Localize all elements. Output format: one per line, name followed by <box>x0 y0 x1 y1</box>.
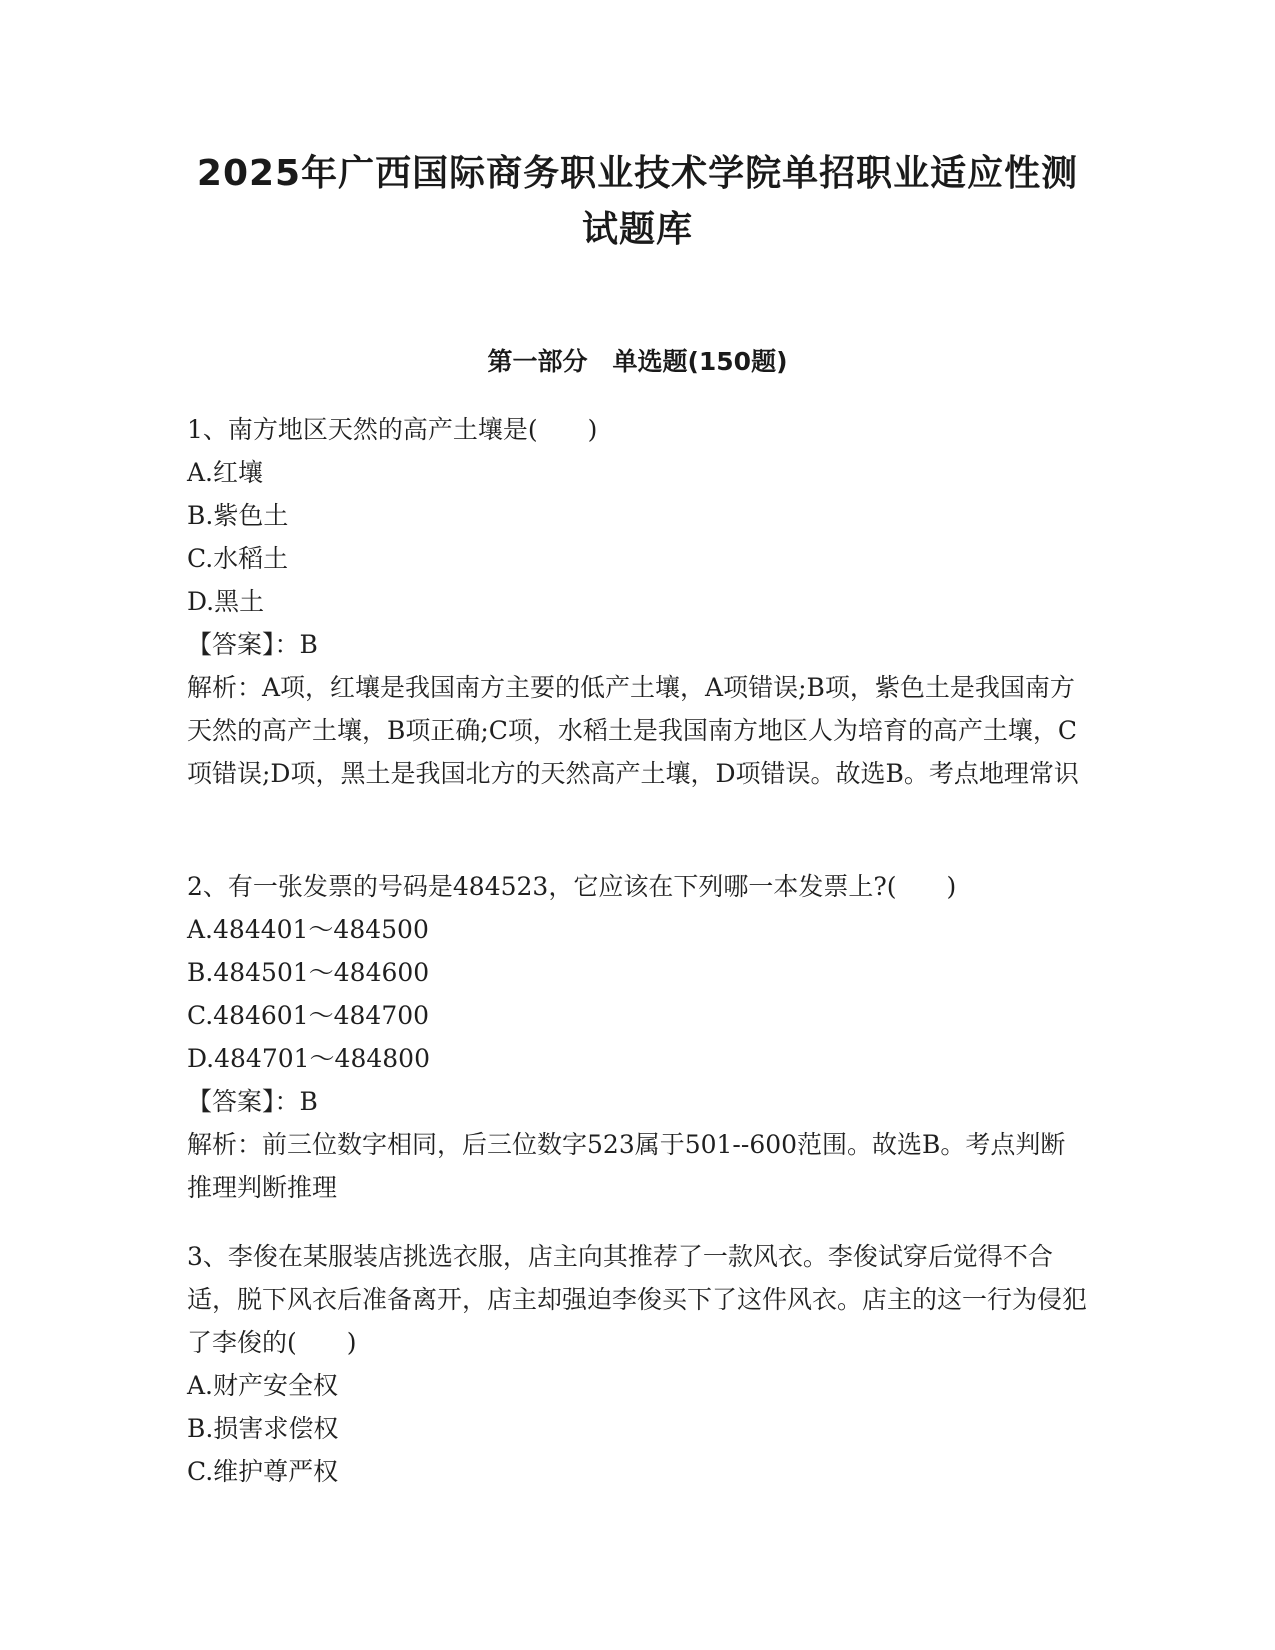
option-b: B.484501～484600 <box>187 958 430 987</box>
section-heading: 第一部分 单选题(150题) <box>487 347 788 376</box>
question-stem: 3、李俊在某服装店挑选衣服，店主向其推荐了一款风衣。李俊试穿后觉得不合适，脱下风衣后准备离开，店主却强迫李俊买下了这件风衣。店主的这一行为侵犯了李俊的( ) <box>187 1242 1088 1357</box>
answer-label: 【答案】：B <box>187 1087 318 1116</box>
option-b: B.紫色土 <box>187 501 289 530</box>
question-stem: 2、有一张发票的号码是484523，它应该在下列哪一本发票上?( ) <box>187 872 957 901</box>
option-d: D.黑土 <box>187 587 265 616</box>
analysis-text: 解析：A项，红壤是我国南方主要的低产土壤，A项错误;B项，紫色土是我国南方天然的高产土壤，B项正确;C项，水稻土是我国南方地区人为培育的高产土壤，C项错误;D项，黑土是我国北方的天然高产土壤，D项错误。故选B。考点地理常识 <box>187 673 1079 788</box>
option-a: A.484401～484500 <box>187 915 429 944</box>
analysis-text: 解析：前三位数字相同，后三位数字523属于501--600范围。故选B。考点判断推理判断推理 <box>187 1130 1066 1202</box>
option-c: C.484601～484700 <box>187 1001 430 1030</box>
option-a: A.红壤 <box>187 458 264 487</box>
question-2 <box>187 865 1087 1209</box>
question-3 <box>187 1235 1087 1493</box>
answer-label: 【答案】：B <box>187 630 318 659</box>
title-line-2: 试题库 <box>581 209 693 250</box>
document-title <box>150 146 1125 258</box>
option-a: A.财产安全权 <box>187 1371 339 1400</box>
question-1 <box>187 408 1087 795</box>
title-line-1: 2025年广西国际商务职业技术学院单招职业适应性测 <box>196 153 1079 194</box>
question-stem: 1、南方地区天然的高产土壤是( ) <box>187 415 598 444</box>
option-b: B.损害求偿权 <box>187 1414 339 1443</box>
option-c: C.维护尊严权 <box>187 1457 339 1486</box>
option-c: C.水稻土 <box>187 544 289 573</box>
option-d: D.484701～484800 <box>187 1044 430 1073</box>
